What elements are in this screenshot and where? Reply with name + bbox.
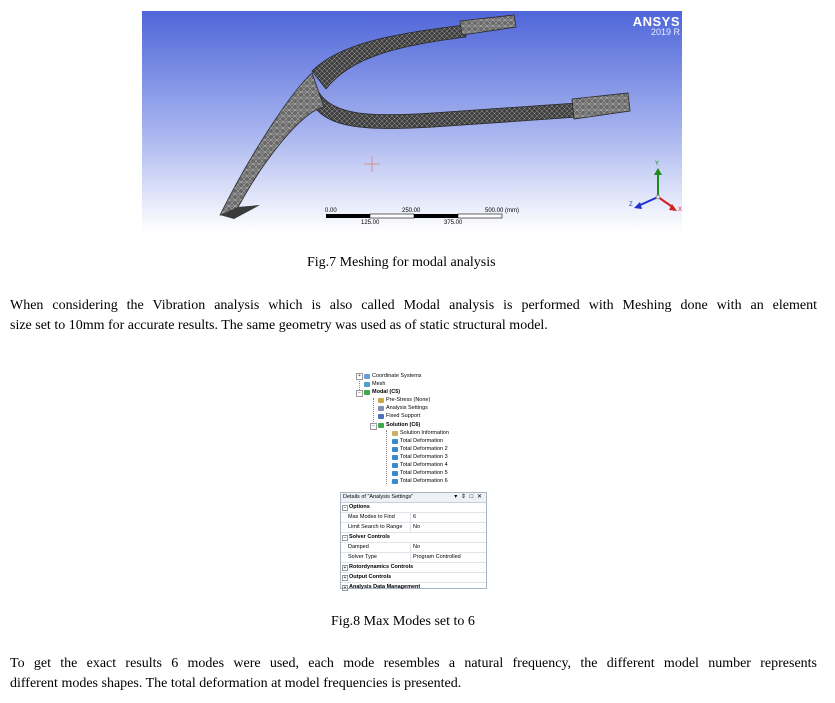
section-options[interactable]: − Options [341,503,486,513]
ansys-logo [633,15,680,37]
tree-item-solution[interactable]: Solution (C6) [378,421,420,429]
limit-search-value[interactable]: No [410,523,420,532]
tree-item-fixed-support[interactable]: Fixed Support [378,412,420,420]
modal-analysis-icon [364,390,370,395]
tree-item-total-deformation-3[interactable]: Total Deformation 3 [392,453,448,461]
y-axis-label: Y [655,161,660,167]
paragraph-2-line-2: different modes shapes. The total deformation at model frequencies is presented. [10,676,462,691]
tree-item-total-deformation-4[interactable]: Total Deformation 4 [392,461,448,469]
deformation-icon [392,479,398,484]
tree-item-total-deformation[interactable]: Total Deformation [392,437,443,445]
tree-item-coordinate-systems[interactable]: Coordinate Systems [364,372,422,380]
solution-icon [378,423,384,428]
scale-label: 375.00 [444,220,463,226]
coordinate-systems-icon [364,374,370,379]
tree-item-total-deformation-5[interactable]: Total Deformation 5 [392,469,448,477]
solution-information-icon [392,431,398,436]
tree-item-analysis-settings[interactable]: Analysis Settings [378,404,428,412]
collapse-toggle[interactable]: − [356,390,363,397]
figure8-caption: Fig.8 Max Modes set to 6 [331,614,475,629]
section-analysis-data-management[interactable]: + Analysis Data Management [343,584,421,591]
row-damped[interactable]: Damped No [341,543,486,553]
brand-name: ANSYS [632,14,680,29]
expand-toggle[interactable]: + [356,373,363,380]
figure7-caption: Fig.7 Meshing for modal analysis [307,255,496,270]
brand-version: 2019 R [650,27,680,37]
section-output-controls[interactable]: + Output Controls [341,573,486,583]
pre-stress-icon [378,398,384,403]
collapse-toggle[interactable]: − [343,535,347,541]
collapse-toggle[interactable]: − [343,505,347,511]
section-rotordynamics[interactable]: + Rotordynamics Controls [341,563,486,573]
panel-window-controls[interactable]: ▾ ⇕ □ ✕ [454,494,483,500]
paragraph-2-line-1: To get the exact results 6 modes were used, each mode resembles a natural frequency, the different model number represents [10,656,817,671]
tree-item-total-deformation-2[interactable]: Total Deformation 2 [392,445,448,453]
x-axis-label: X [678,207,682,213]
collapse-toggle[interactable]: − [370,423,377,430]
damped-value[interactable]: No [410,543,420,552]
scale-label: 250.00 [402,208,421,214]
tree-item-total-deformation-6[interactable]: Total Deformation 6 [392,477,448,485]
paragraph-1-line-1: When considering the Vibration analysis which is also called Modal analysis is performed with Meshing done with an element [10,298,817,313]
expand-toggle[interactable]: + [343,585,347,591]
outline-tree [340,370,486,490]
mesh-viewport[interactable] [142,11,682,231]
tree-item-modal[interactable]: Modal (C5) [364,388,400,396]
mesh-icon [364,382,370,387]
expand-toggle[interactable]: + [343,565,347,571]
paragraph-1 [10,296,817,336]
tree-item-mesh[interactable]: Mesh [364,380,385,388]
paragraph-1-line-2: size set to 10mm for accurate results. The same geometry was used as of static structural model. [10,318,548,333]
deformation-icon [392,447,398,452]
expand-toggle[interactable]: + [343,575,347,581]
tree-item-solution-information[interactable]: Solution Information [392,429,449,437]
details-panel-header [341,493,486,503]
z-axis-label: Z [629,202,633,208]
deformation-icon [392,471,398,476]
analysis-settings-icon [378,406,384,411]
row-solver-type[interactable]: Solver Type Program Controlled [341,553,486,563]
deformation-icon [392,455,398,460]
row-limit-search[interactable]: Limit Search to Range No [341,523,486,533]
ansys-outline-screenshot [340,370,486,591]
mesh-model-graphic [142,11,682,231]
fixed-support-icon [378,414,384,419]
deformation-icon [392,463,398,468]
paragraph-2 [10,654,817,694]
tree-item-pre-stress[interactable]: Pre-Stress (None) [378,396,430,404]
scale-label: 500.00 (mm) [485,208,520,214]
scale-label: 0.00 [325,208,337,214]
max-modes-value[interactable]: 6 [410,513,416,522]
details-panel [340,492,487,589]
scale-label: 125.00 [361,220,380,226]
solver-type-value[interactable]: Program Controlled [410,553,461,562]
section-solver-controls[interactable]: − Solver Controls [341,533,486,543]
details-panel-title: Details of "Analysis Settings" [343,494,414,500]
deformation-icon [392,439,398,444]
row-max-modes[interactable]: Max Modes to Find 6 [341,513,486,523]
